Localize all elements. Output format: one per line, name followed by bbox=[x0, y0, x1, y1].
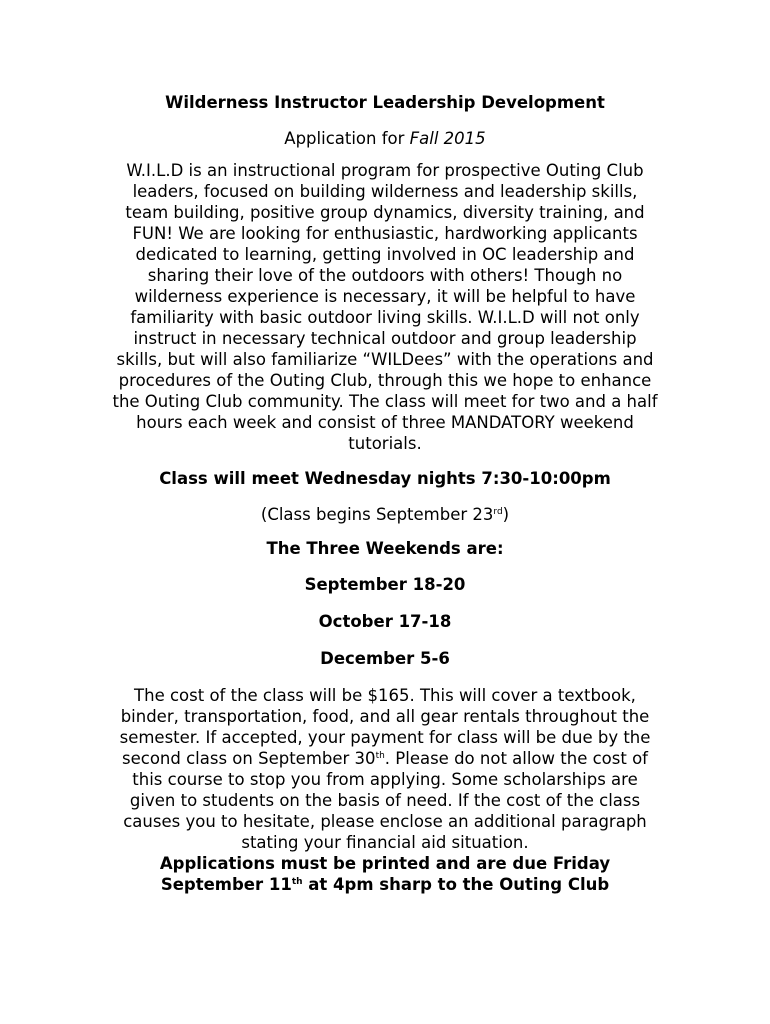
weekend-date-2: October 17-18 bbox=[318, 612, 452, 631]
weekend-date-1: September 18-20 bbox=[304, 575, 466, 594]
class-begins-suffix: ) bbox=[502, 505, 510, 524]
weekends-heading: The Three Weekends are: bbox=[266, 539, 504, 558]
cost-paragraph bbox=[110, 685, 660, 853]
cost-text-part1: The cost of the class will be $165. This will cover a textbook, binder, transportation, food, and all gear rentals throughout the semester. If accepted, your payment for class will be due by the second class on September 30 bbox=[119, 686, 651, 768]
class-begins-sup: rd bbox=[493, 507, 503, 517]
intro-paragraph: W.I.L.D is an instructional program for prospective Outing Club leaders, focused on building wilderness and leadership skills, team building, positive group dynamics, diversity training, and FUN! We are looking for enthusiastic, hardworking applicants dedicated to learning, getting involved in OC leadership and sharing their love of the outdoors with others! Though no wilderness experience is necessary, it will be helpful to have familiarity with basic outdoor living skills. W.I.L.D will not only instruct in necessary technical outdoor and group leadership skills, but will also familiarize “WILDees” with the operations and procedures of the Outing Club, through this we hope to enhance the Outing Club community. The class will meet for two and a half hours each week and consist of three MANDATORY weekend tutorials. bbox=[112, 161, 658, 453]
deadline-part2: at 4pm sharp to the Outing Club bbox=[302, 875, 610, 894]
document-title: Wilderness Instructor Leadership Development bbox=[165, 93, 605, 112]
subtitle-prefix: Application for bbox=[284, 129, 410, 148]
deadline-notice bbox=[110, 853, 660, 895]
application-term bbox=[110, 128, 660, 150]
class-begins-note bbox=[110, 504, 660, 526]
deadline-part1: Applications must be printed and are due Friday September 11 bbox=[159, 854, 611, 894]
class-meeting-time: Class will meet Wednesday nights 7:30-10:00pm bbox=[159, 469, 611, 488]
weekend-date-3: December 5-6 bbox=[320, 649, 450, 668]
cost-text-part2: . Please do not allow the cost of this course to stop you from applying. Some scholarships are given to students on the basis of need. If the cost of the class causes you to hesitate, please enclose an additional paragraph stating your financial aid situation. bbox=[123, 749, 648, 852]
cost-sup: th bbox=[375, 751, 385, 761]
class-begins-prefix: (Class begins September 23 bbox=[260, 505, 494, 524]
subtitle-term: Fall 2015 bbox=[409, 129, 486, 148]
deadline-sup: th bbox=[291, 877, 303, 887]
